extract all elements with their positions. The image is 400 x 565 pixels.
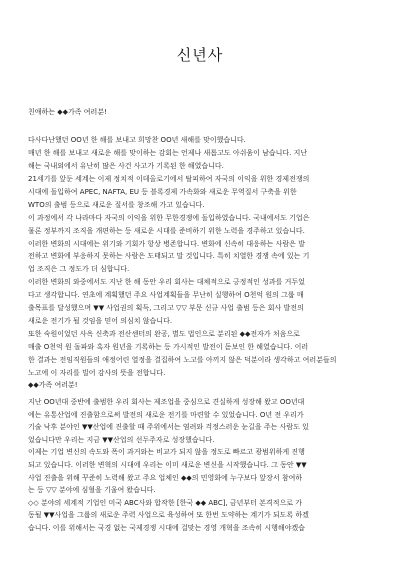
text-line: 새로운 전기가 될 것임을 믿어 의심치 않습니다. — [28, 317, 173, 326]
text-line: 한 결과는 전임직원들의 애정어린 열정을 결집하여 노고를 아끼지 않은 덕분이라 생각하고 여러분들의 — [28, 355, 337, 364]
section-1-body — [28, 134, 372, 380]
text-line: 해는 국내외에서 유난히 많은 사건 사고가 기록된 한 해였습니다. — [28, 161, 224, 170]
text-line: 21세기를 앞둔 세계는 이제 정치적 이데올로기에서 탈피하여 자국의 이익을 위한 경제전쟁의 — [28, 174, 310, 183]
text-line: 다고 생각합니다. 연초에 계획했던 주요 사업계획들을 무난히 실행하여 O천억 원의 그룹 매 — [28, 291, 304, 300]
text-line: 매년 한 해를 보내고 새로운 해를 맞이하는 감회는 언제나 새롭고도 아쉬움이 남습니다. 지난 — [28, 148, 308, 157]
text-line: 전하고 변화에 부응하지 못하는 사람은 도태되고 말 것입니다. 특히 치열한 경쟁 속에 있는 기 — [28, 252, 310, 261]
text-line: ◇◇ 분야의 세계적 기업인 미국 ABC사와 합작한 [한국 ◆◆ ABC], 금년부터 본격적으로 가 — [28, 498, 302, 507]
text-line: 었습니다만 우리는 지금 ▼▼산업의 선두주자로 성장했습니다. — [28, 435, 215, 444]
text-line: 이러한 변화의 시대에는 위기와 기회가 항상 병존합니다. 변화에 신속히 대응하는 사람은 발 — [28, 239, 305, 248]
text-line: 시대에 돌입하여 APEC, NAFTA, EU 등 블록경제 가속화와 새로운 무역질서 구축을 위한 — [28, 187, 297, 196]
text-line: WTO의 출범 등으로 새로운 질서를 창조해 가고 있습니다. — [28, 200, 205, 209]
text-line: 는 등 ▽▽ 분야에 심혈을 기울여 왔습니다. — [28, 486, 156, 495]
text-line: 출목표를 달성했으며 ▼▼ 사업권의 획득, 그리고 ▽▽ 부문 신규 사업 출범 등은 회사 발전의 — [28, 304, 304, 313]
text-line: 이러한 변화의 와중에서도 지난 한 해 동안 우리 회사는 대체적으로 긍정적인 성과를 거두었 — [28, 278, 305, 287]
greeting-1: 친애하는 ◆◆가족 여러분! — [28, 108, 107, 116]
text-line: 습니다. 이를 위해서는 국경 없는 국제경쟁 시대에 걸맞는 경영 개혁을 조속히 시행해야겠습 — [28, 523, 305, 532]
greeting-2: ◆◆가족 여러분! — [28, 381, 78, 389]
text-line: 다사다난했던 OO년 한 해를 보내고 희망찬 OO년 새해를 맞이했습니다. — [28, 136, 246, 144]
document-title: 신년사 — [176, 46, 224, 64]
text-line: 지난 OO년대 중반에 출범한 우리 회사는 제조업을 중심으로 견실하게 성장해 왔고 OO년대 — [28, 398, 305, 406]
text-line: 업 조직은 그 정도가 더 심합니다. — [28, 265, 130, 274]
text-line: 또한 숙원이었던 사옥 신축과 전산센터의 완공, 별도 법인으로 분리된 ◆◆전자가 처음으로 — [28, 330, 300, 339]
text-line: 노고에 이 자리를 빌어 감사의 뜻을 전합니다. — [28, 368, 166, 377]
text-line: 이 과정에서 각 나라마다 자국의 이익을 위한 무한경쟁에 돌입하였습니다. 국내에서도 기업은 — [28, 213, 310, 222]
text-line: 물론 정부까지 조직을 개편하는 등 새로운 시대를 준비하기 위한 노력을 경주하고 있습니다. — [28, 226, 305, 235]
text-line: 동될 ▼▼사업을 그룹의 새로운 주력 사업으로 육성하여 또 한번 도약하는 계기가 되도록 하겠 — [28, 511, 309, 520]
text-line: 기술 낙후 분야인 ▼▼산업에 진출할 때 주위에서는 염려와 걱정스러운 눈길을 주는 사람도 있 — [28, 423, 309, 432]
text-line: 에는 유통산업에 진출함으로써 발전의 새로운 전기를 마련할 수 있었습니다. O년 전 우리가 — [28, 410, 304, 419]
section-2-body — [28, 396, 372, 535]
text-line: 사업 진출을 위해 꾸준히 노력해 왔고 주요 업체인 ◆◆의 민영화에 누구보다 앞장서 참여하 — [28, 473, 303, 482]
text-line: 이제는 기업 변신의 속도와 폭이 과거와는 비교가 되지 않을 정도로 빠르고 광범위하게 진행 — [28, 448, 305, 457]
text-line: 되고 있습니다. 이러한 변혁의 시대에 우리는 이미 새로운 변신을 시작했습니다. 그 동안 ▼▼ — [28, 460, 307, 469]
text-line: 매출 O천억 원 돌파와 흑자 원년을 기록하는 등 가시적인 발전이 돋보인 한 해였습니다. 이러 — [28, 343, 309, 351]
